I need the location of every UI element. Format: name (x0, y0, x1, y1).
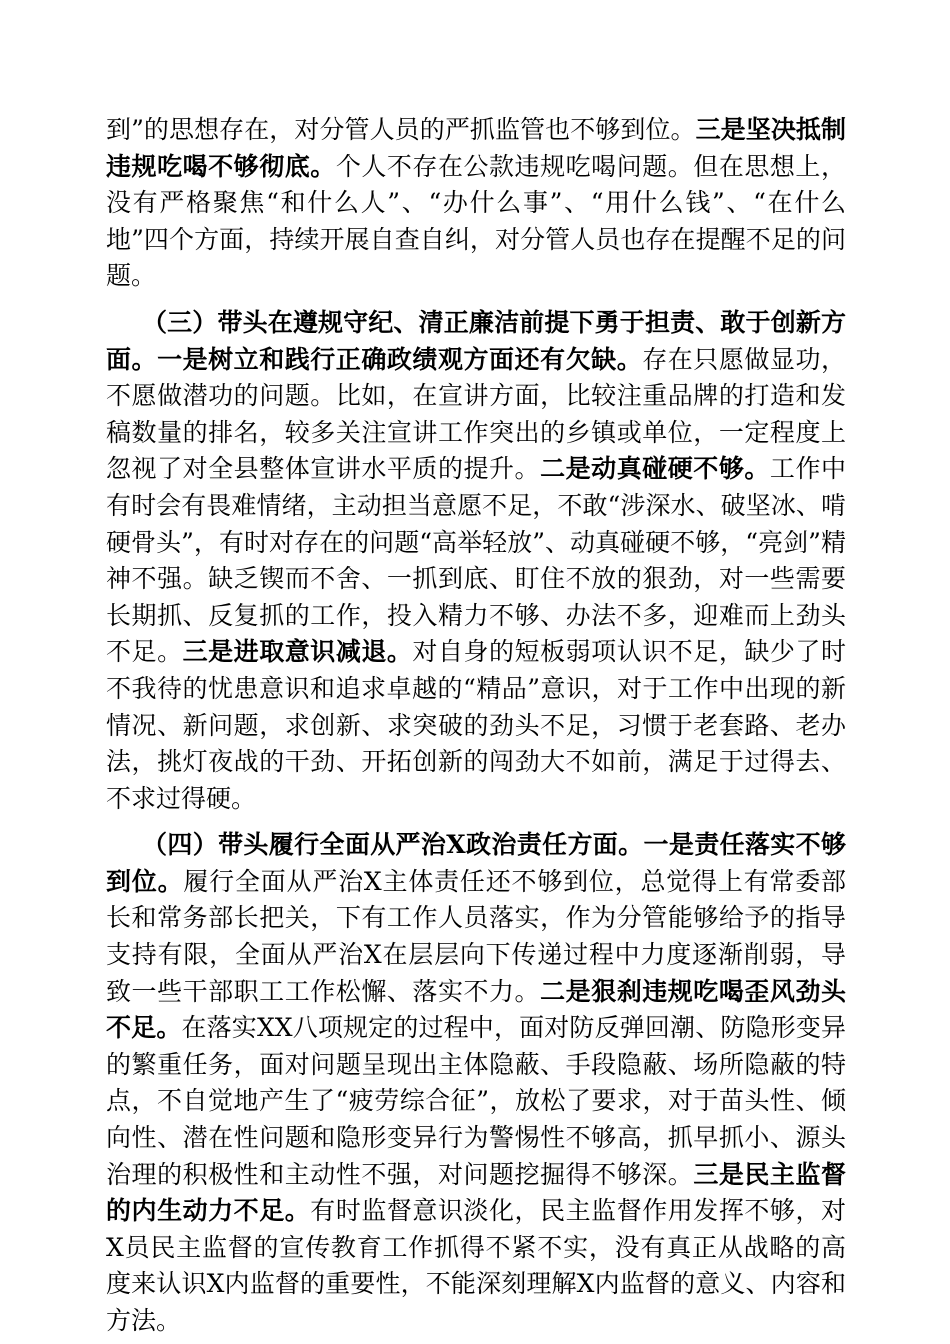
paragraph-1 (106, 112, 846, 295)
paragraph-heading: 三是进取意识减退。 (182, 637, 413, 667)
paragraph-text: 有时监督意识淡化，民主监督作用发挥不够，对X员民主监督的宣传教育工作抓得不紧不实，没有真正从战略的高度来认识X内监督的重要性，不能深刻理解X内监督的意义、内容和方法。 (106, 1196, 846, 1335)
document-page (106, 112, 846, 1340)
paragraph-heading: 二是动真碰硬不够。 (540, 454, 770, 484)
paragraph-text: 在落实XX八项规定的过程中，面对防反弹回潮、防隐形变异的繁重任务，面对问题呈现出主体隐蔽、手段隐蔽、场所隐蔽的特点，不自觉地产生了“疲劳综合征”，放松了要求，对于苗头性、倾向性、潜在性问题和隐形变异行为警惕性不够高，抓早抓小、源头治理的积极性和主动性不强，对问题挖掘得不够深。 (106, 1013, 846, 1189)
paragraph-heading: 三是民主监督的内生动力不足。 (106, 1159, 846, 1226)
paragraph-3 (106, 827, 846, 1339)
paragraph-text: 对自身的短板弱项认识不足，缺少了时不我待的忧患意识和追求卓越的“精品”意识，对于工作中出现的新情况、新问题，求创新、求突破的劲头不足，习惯于老套路、老办法，挑灯夜战的干劲、开拓创新的闯劲大不如前，满足于过得去、不求过得硬。 (106, 637, 846, 813)
paragraph-heading: 三是坚决抵制违规吃喝不够彻底。 (106, 115, 846, 181)
paragraph-text: 工作中有时会有畏难情绪，主动担当意愿不足，不敢“涉深水、破坚冰、啃硬骨头”，有时对存在的问题“高举轻放”、动真碰硬不够，“亮剑”精神不强。缺乏锲而不舍、一抓到底、盯住不放的狠劲，对一些需要长期抓、反复抓的工作，投入精力不够、办法不多，迎难而上劲头不足。 (106, 454, 846, 667)
paragraph-text: 存在只愿做显功，不愿做潜功的问题。比如，在宣讲方面，比较注重品牌的打造和发稿数量的排名，较多关注宣讲工作突出的乡镇或单位，一定程度上忽视了对全县整体宣讲水平质的提升。 (106, 344, 846, 484)
paragraph-heading: 二是狠刹违规吃喝歪风劲头不足。 (106, 976, 846, 1043)
section-heading-3: （三）带头在遵规守纪、清正廉洁前提下勇于担责、敢于创新方面。一是树立和践行正确政绩观方面还有欠缺。 (106, 307, 846, 374)
paragraph-text: 个人不存在公款违规吃喝问题。但在思想上，没有严格聚焦“和什么人”、“办什么事”、“用什么钱”、“在什么地”四个方面，持续开展自查自纠，对分管人员也存在提醒不足的问题。 (106, 151, 846, 291)
paragraph-text: 履行全面从严治X主体责任还不够到位，总觉得上有常委部长和常务部长把关，下有工作人员落实，作为分管能够给予的指导支持有限，全面从严治X在层层向下传递过程中力度逐渐削弱，导致一些干部职工工作松懈、落实不力。 (106, 866, 846, 1006)
paragraph-text: 到”的思想存在，对分管人员的严抓监管也不够到位。 (106, 115, 696, 144)
paragraph-2 (106, 305, 846, 817)
section-heading-4: （四）带头履行全面从严治X政治责任方面。一是责任落实不够到位。 (106, 830, 846, 896)
